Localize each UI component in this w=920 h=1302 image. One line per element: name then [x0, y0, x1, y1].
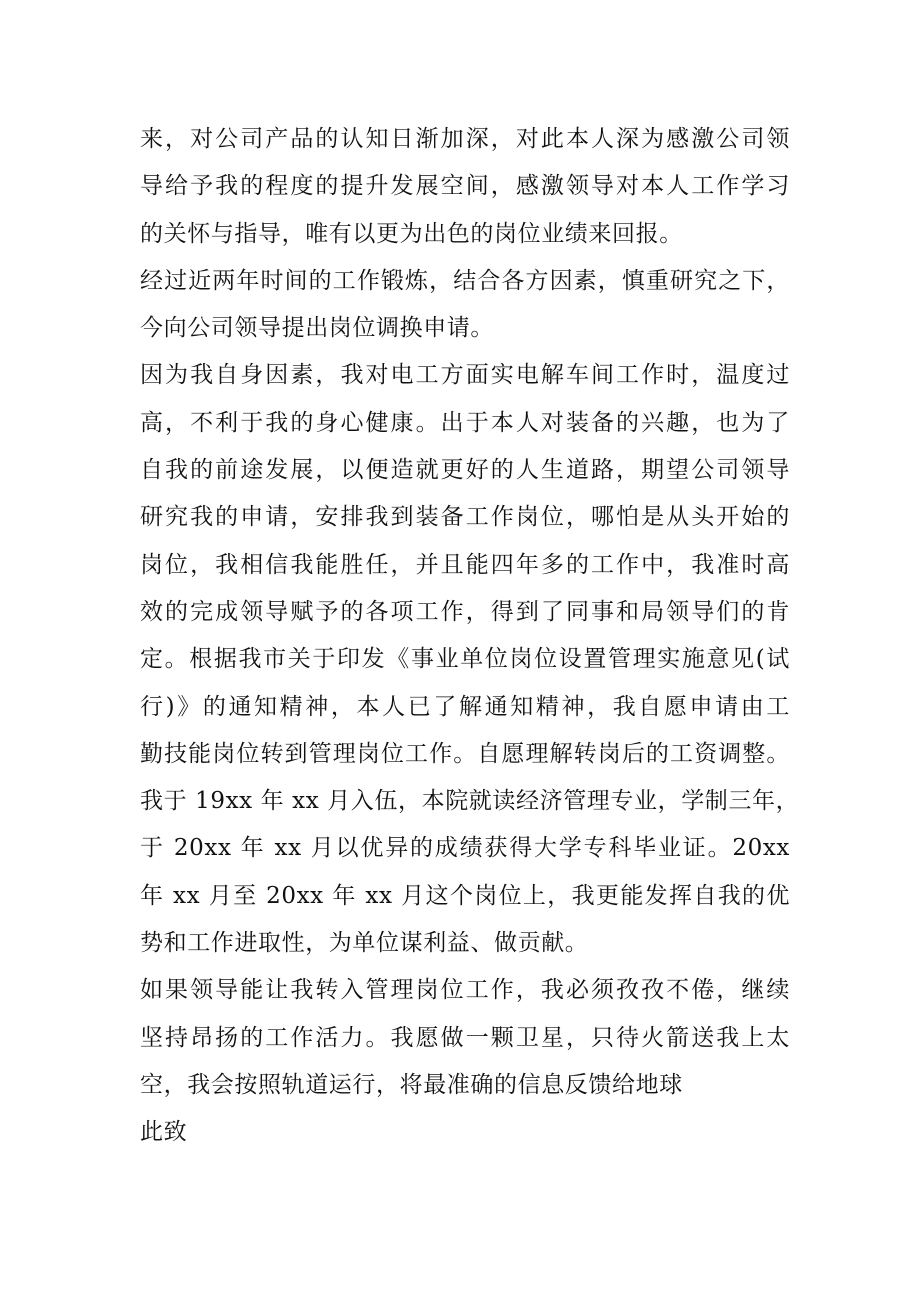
text-line: 高，不利于我的身心健康。出于本人对装备的兴趣，也为了 — [140, 409, 790, 436]
text-line: 岗位，我相信我能胜任，并且能四年多的工作中，我准时高 — [140, 551, 790, 578]
text-line: 效的完成领导赋予的各项工作，得到了同事和局领导们的肯 — [140, 598, 790, 625]
text-line: 行)》的通知精神，本人已了解通知精神，我自愿申请由工 — [140, 693, 790, 720]
text-line: 导给予我的程度的提升发展空间，感激领导对本人工作学习 — [140, 173, 790, 200]
text-line: 我于 19xx 年 xx 月入伍，本院就读经济管理专业，学制三年， — [140, 788, 800, 815]
text-line: 自我的前途发展，以便造就更好的人生道路，期望公司领导 — [140, 457, 790, 484]
text-line: 势和工作进取性，为单位谋利益、做贡献。 — [140, 930, 589, 957]
text-line: 坚持昂扬的工作活力。我愿做一颗卫星，只待火箭送我上太 — [140, 1024, 790, 1051]
text-line: 空，我会按照轨道运行，将最准确的信息反馈给地球 — [140, 1071, 683, 1098]
text-line: 研究我的申请，安排我到装备工作岗位，哪怕是从头开始的 — [140, 504, 790, 531]
text-line: 来，对公司产品的认知日渐加深，对此本人深为感激公司领 — [140, 126, 790, 152]
text-line: 的关怀与指导，唯有以更为出色的岗位业绩来回报。 — [140, 220, 683, 247]
text-line: 勤技能岗位转到管理岗位工作。自愿理解转岗后的工资调整。 — [140, 740, 790, 767]
text-line: 于 20xx 年 xx 月以优异的成绩获得大学专科毕业证。20xx — [140, 835, 790, 862]
text-line: 因为我自身因素，我对电工方面实电解车间工作时，温度过 — [140, 362, 790, 389]
text-line: 如果领导能让我转入管理岗位工作，我必须孜孜不倦，继续 — [140, 977, 790, 1004]
letter-body — [140, 116, 800, 1157]
text-line: 年 xx 月至 20xx 年 xx 月这个岗位上，我更能发挥自我的优 — [140, 882, 790, 909]
text-line: 经过近两年时间的工作锻炼，结合各方因素，慎重研究之下， — [140, 267, 790, 294]
text-line: 今向公司领导提出岗位调换申请。 — [140, 315, 494, 342]
text-line: 此致 — [140, 1119, 188, 1146]
text-line: 定。根据我市关于印发《事业单位岗位设置管理实施意见(试 — [140, 646, 790, 673]
